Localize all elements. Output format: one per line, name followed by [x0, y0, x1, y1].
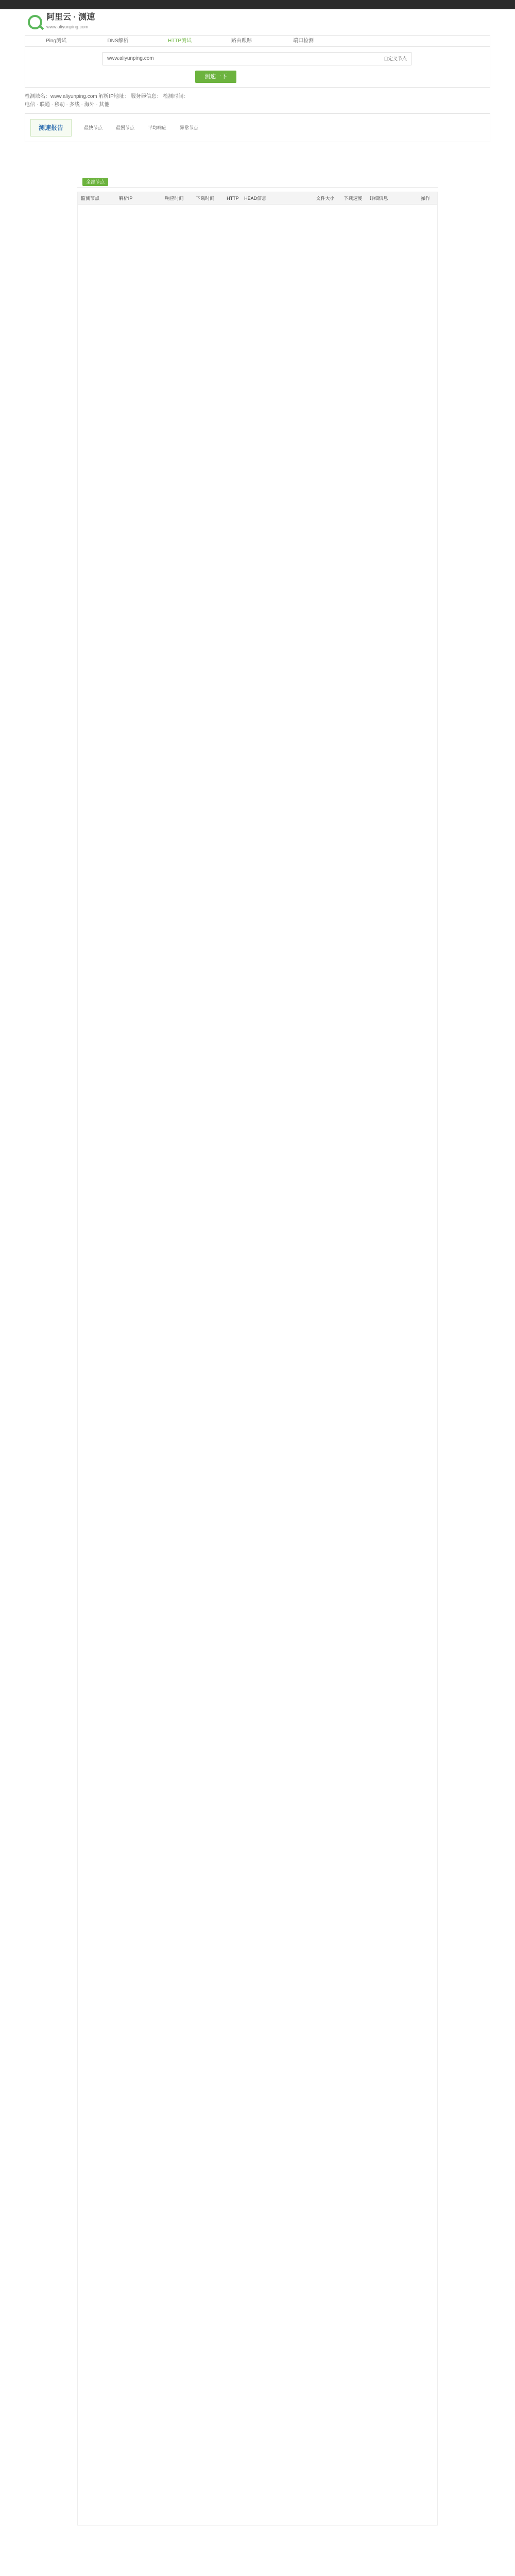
logo[interactable] [46, 13, 95, 31]
tab-trace[interactable]: 路由跟踪 [231, 38, 252, 44]
legend-item: 异常节点 [180, 125, 199, 130]
th-head: HEAD信息 [244, 196, 267, 201]
tab-ping[interactable]: Ping测试 [45, 38, 66, 44]
brand-sub: www.aliyunping.com [46, 24, 89, 29]
th-response: 响应时间 [165, 196, 184, 201]
table-header [78, 192, 437, 205]
url-input[interactable] [102, 52, 411, 65]
brand-name: 阿里云 · 测速 [46, 13, 95, 22]
info-line-2: 电信 · 联通 · 移动 · 多线 · 海外 · 其他 [25, 102, 110, 108]
report-summary [25, 113, 490, 142]
th-http: HTTP [227, 196, 239, 201]
results-table [77, 192, 438, 2526]
th-speed: 下载速度 [344, 196, 363, 201]
legend-item: 平均响应 [148, 125, 167, 130]
top-bar [0, 0, 515, 9]
th-node: 监测节点 [81, 196, 100, 201]
th-size: 文件大小 [316, 196, 335, 201]
legend-item: 最慢节点 [116, 125, 135, 130]
legend-item: 最快节点 [84, 125, 103, 130]
tab-dns[interactable]: DNS解析 [107, 38, 129, 44]
th-ip: 解析IP [118, 196, 133, 201]
custom-node-option[interactable]: 自定义节点 [383, 56, 407, 61]
start-test-button[interactable]: 测速一下 [195, 71, 236, 83]
search-panel [25, 35, 490, 88]
th-detail: 详细信息 [369, 196, 388, 201]
result-tabs [77, 176, 438, 188]
tab-all-nodes[interactable]: 全部节点 [82, 178, 108, 186]
th-action: 操作 [421, 196, 431, 201]
report-legend [84, 125, 198, 131]
info-line-1: 检测域名：www.aliyunping.com 解析IP地址： 服务器信息： 检测时间： [25, 94, 189, 99]
report-title: 测速报告 [30, 119, 72, 137]
tab-http[interactable]: HTTP测试 [167, 38, 192, 44]
tool-tabs [25, 36, 490, 47]
th-download: 下载时间 [196, 196, 215, 201]
test-info [25, 93, 490, 109]
url-value: www.aliyunping.com [107, 56, 154, 61]
logo-icon [28, 15, 42, 29]
tab-port[interactable]: 端口检测 [293, 38, 314, 44]
site-header [0, 9, 515, 35]
